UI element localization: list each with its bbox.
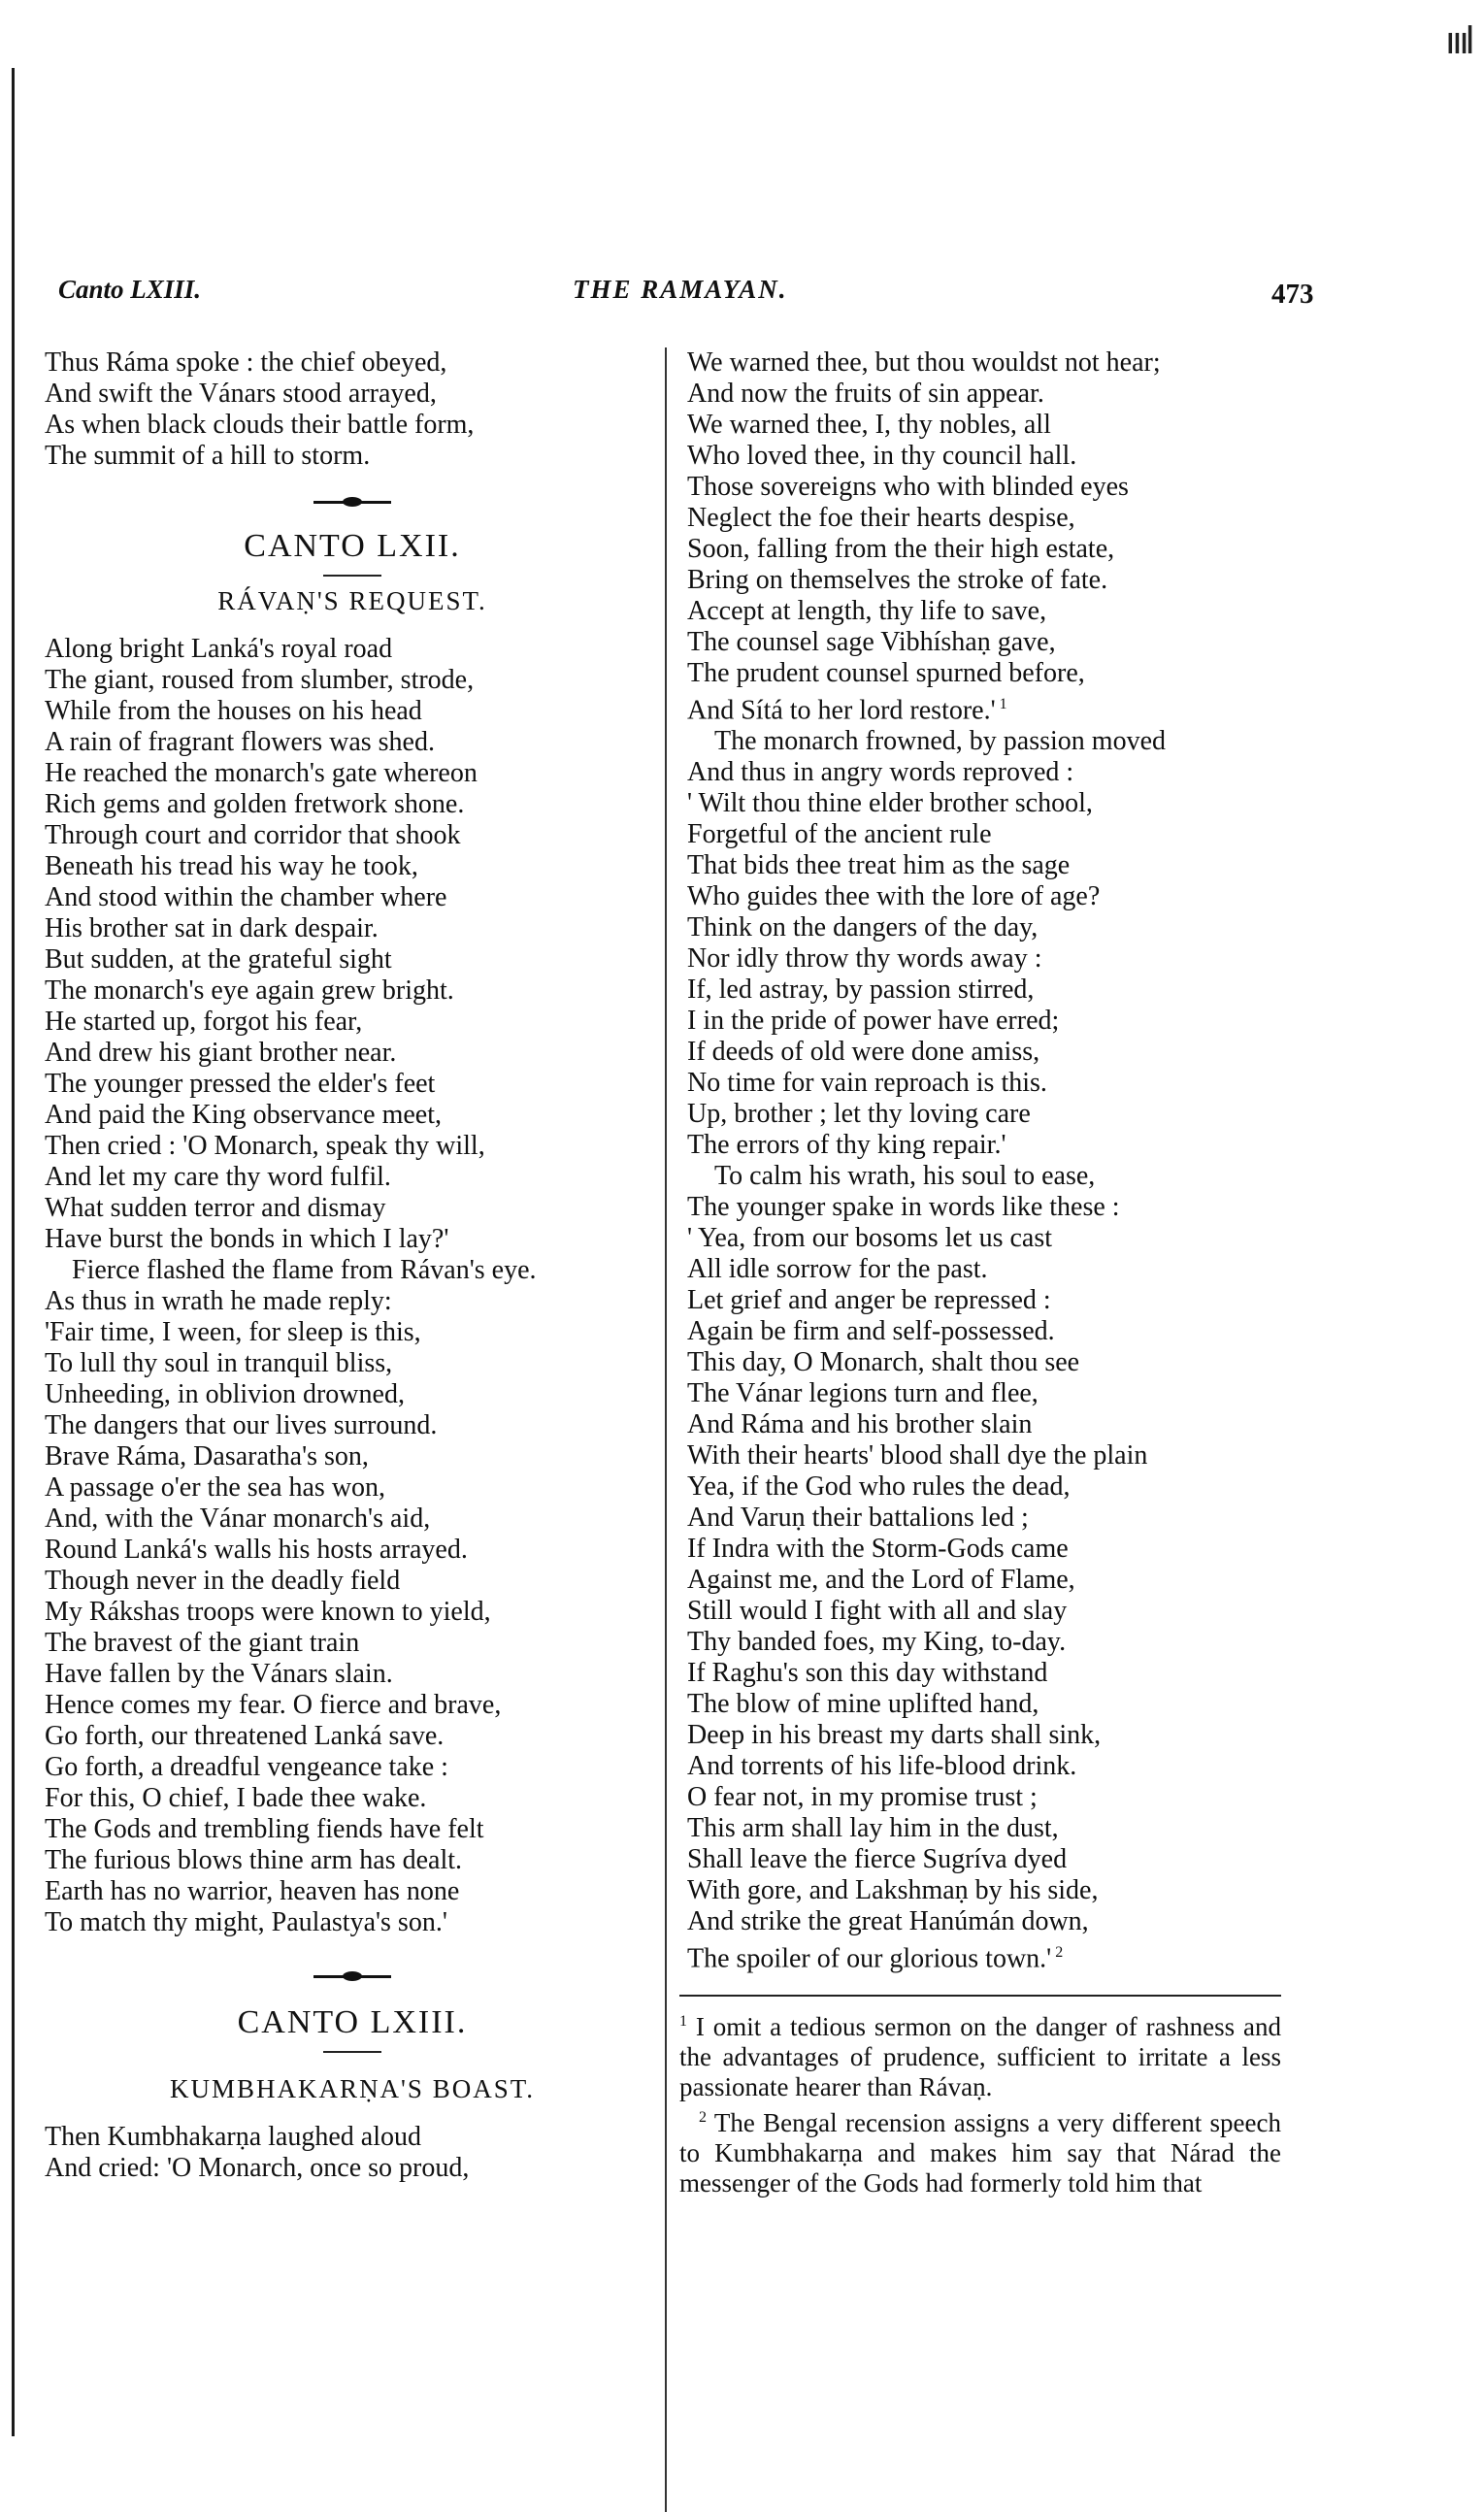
verse-line: Hence comes my fear. O fierce and brave, <box>45 1690 502 1720</box>
header-canto: Canto LXIII. <box>58 275 202 304</box>
footnote-1-mark: 1 <box>679 2012 687 2030</box>
verse-line: And Ráma and his brother slain <box>687 1409 1033 1440</box>
verse-line: Who guides thee with the lore of age? <box>687 881 1101 912</box>
verse-line: Deep in his breast my darts shall sink, <box>687 1720 1102 1751</box>
footnote-1 <box>679 2006 1281 2102</box>
verse-line: To match thy might, Paulastya's son.' <box>45 1907 447 1937</box>
section-ornament <box>37 493 668 512</box>
verse-line: What sudden terror and dismay <box>45 1193 386 1223</box>
verse-line: Then Kumbhakarṇa laughed aloud <box>45 2122 421 2152</box>
verse-line: The younger pressed the elder's feet <box>45 1069 436 1099</box>
verse-line: As thus in wrath he made reply: <box>45 1286 392 1316</box>
verse-line: And Sítá to her lord restore.' $^1$ <box>687 695 1007 726</box>
title-rule <box>323 575 381 577</box>
verse-line: 'Fair time, I ween, for sleep is this, <box>45 1317 421 1347</box>
verse-line: Beneath his tread his way he took, <box>45 851 418 881</box>
verse-line: And drew his giant brother near. <box>45 1038 397 1068</box>
verse-line: Who loved thee, in thy council hall. <box>687 441 1077 471</box>
canto-63-verse <box>37 2122 668 2184</box>
verse-line: Along bright Lanká's royal road <box>45 634 393 664</box>
verse-line: Have fallen by the Vánars slain. <box>45 1659 393 1689</box>
verse-line: Soon, falling from the their high estate, <box>687 534 1115 564</box>
verse-line: Go forth, our threatened Lanká save. <box>45 1721 445 1751</box>
canto-62-title: CANTO LXII. <box>244 528 461 564</box>
verse-line: Fierce flashed the flame from Rávan's eye. <box>72 1255 537 1285</box>
verse-line: The bravest of the giant train <box>45 1628 360 1658</box>
verse-line: And Varuṇ their battalions led ; <box>687 1503 1029 1534</box>
verse-line: The monarch frowned, by passion moved <box>714 726 1166 757</box>
verse-line: Unheeding, in oblivion drowned, <box>45 1379 405 1409</box>
verse-line: We warned thee, I, thy nobles, all <box>687 410 1051 440</box>
verse-line: Shall leave the fierce Sugríva dyed <box>687 1844 1068 1875</box>
verse-line: And let my care thy word fulfil. <box>45 1162 391 1192</box>
running-header <box>58 275 1339 323</box>
verse-line: O fear not, in my promise trust ; <box>687 1782 1038 1813</box>
footnote-rule <box>679 1995 1281 1997</box>
verse-line: If Indra with the Storm-Gods came <box>687 1534 1069 1565</box>
verse-line: And now the fruits of sin appear. <box>687 379 1044 409</box>
header-book-title: THE RAMAYAN. <box>573 275 788 304</box>
verse-line: The errors of thy king repair.' <box>687 1130 1006 1161</box>
canto-63-subtitle: KUMBHAKARṆA'S BOAST. <box>170 2074 535 2103</box>
verse-line: But sudden, at the grateful sight <box>45 944 392 975</box>
verse-line: My Rákshas troops were known to yield, <box>45 1597 491 1627</box>
verse-line: Up, brother ; let thy loving care <box>687 1099 1031 1130</box>
title-rule <box>323 2051 381 2053</box>
verse-line: For this, O chief, I bade thee wake. <box>45 1783 427 1813</box>
footnote-1-text: I omit a tedious sermon on the danger of rashness and the advantages of prudence, sufficient to irritate a less passionate hearer than Rávaṇ. <box>679 2011 1282 2101</box>
verse-line: As when black clouds their battle form, <box>45 410 475 440</box>
verse-line: Against me, and the Lord of Flame, <box>687 1565 1075 1596</box>
verse-line: And torrents of his life-blood drink. <box>687 1751 1077 1782</box>
verse-line: No time for vain reproach is this. <box>687 1068 1047 1099</box>
verse-line: Yea, if the God who rules the dead, <box>687 1471 1071 1503</box>
verse-line: Brave Ráma, Dasaratha's son, <box>45 1441 369 1471</box>
verse-line: While from the houses on his head <box>45 696 422 726</box>
verse-line: The giant, roused from slumber, strode, <box>45 665 475 695</box>
verse-line: The spoiler of our glorious town.' $^2$ <box>687 1943 1064 1974</box>
verse-line: And stood within the chamber where <box>45 882 447 912</box>
right-column <box>679 347 1301 2198</box>
verse-line: The furious blows thine arm has dealt. <box>45 1845 463 1875</box>
footnote-ref-2: 2 <box>1051 1944 1064 1962</box>
verse-line: The dangers that our lives surround. <box>45 1410 438 1440</box>
verse-line: I in the pride of power have erred; <box>687 1006 1060 1037</box>
verse-line: And swift the Vánars stood arrayed, <box>45 379 437 409</box>
canto-62-verse <box>37 634 668 1938</box>
right-verse <box>679 347 1301 1975</box>
verse-line: With gore, and Lakshmaṇ by his side, <box>687 1875 1099 1906</box>
verse-line: The Vánar legions turn and flee, <box>687 1378 1039 1409</box>
footnote-2-text: The Bengal recension assigns a very different speech to Kumbhakarṇa and makes him say that Nárad the messenger of the Gods had formerly told him that <box>679 2107 1281 2198</box>
verse-line: And strike the great Hanúmán down, <box>687 1906 1089 1937</box>
verse-line: Earth has no warrior, heaven has none <box>45 1876 460 1906</box>
verse-line: Neglect the foe their hearts despise, <box>687 503 1075 533</box>
verse-line: He reached the monarch's gate whereon <box>45 758 478 788</box>
verse-line: Accept at length, thy life to save, <box>687 596 1047 626</box>
verse-line: Then cried : 'O Monarch, speak thy will, <box>45 1131 485 1161</box>
verse-line: If, led astray, by passion stirred, <box>687 975 1035 1006</box>
verse-line: Go forth, a dreadful vengeance take : <box>45 1752 448 1782</box>
footnote-ref-1: 1 <box>995 696 1007 712</box>
verse-line: The monarch's eye again grew bright. <box>45 975 454 1006</box>
verse-line: And cried: 'O Monarch, once so proud, <box>45 2153 470 2183</box>
verse-line: A passage o'er the sea has won, <box>45 1472 386 1503</box>
scan-corner-mark: ıııl <box>1444 19 1470 62</box>
verse-line: He started up, forgot his fear, <box>45 1007 363 1037</box>
verse-line: Still would I fight with all and slay <box>687 1596 1068 1627</box>
verse-line: Have burst the bonds in which I lay?' <box>45 1224 449 1254</box>
section-ornament <box>37 1967 668 1987</box>
verse-line: Bring on themselves the stroke of fate. <box>687 565 1108 595</box>
footnote-2-mark: 2 <box>699 2108 707 2126</box>
verse-line: And thus in angry words reproved : <box>687 757 1074 788</box>
verse-line: A rain of fragrant flowers was shed. <box>45 727 435 757</box>
verse-line: With their hearts' blood shall dye the plain <box>687 1440 1148 1471</box>
canto-63-title: CANTO LXIII. <box>237 2004 468 2040</box>
verse-line: Let grief and anger be repressed : <box>687 1285 1051 1316</box>
footnote-2 <box>679 2102 1281 2198</box>
verse-line: Those sovereigns who with blinded eyes <box>687 472 1129 502</box>
verse-line: This day, O Monarch, shalt thou see <box>687 1347 1080 1378</box>
verse-line: Thus Ráma spoke : the chief obeyed, <box>45 347 447 378</box>
verse-line: The prudent counsel spurned before, <box>687 658 1085 688</box>
verse-line: Round Lanká's walls his hosts arrayed. <box>45 1535 468 1565</box>
verse-line: To lull thy soul in tranquil bliss, <box>45 1348 393 1378</box>
verse-line: The summit of a hill to storm. <box>45 441 371 471</box>
verse-line: The younger spake in words like these : <box>687 1192 1120 1223</box>
verse-line: Rich gems and golden fretwork shone. <box>45 789 465 819</box>
verse-line: Forgetful of the ancient rule <box>687 819 992 850</box>
verse-line: ' Yea, from our bosoms let us cast <box>687 1223 1053 1254</box>
verse-line: Again be firm and self-possessed. <box>687 1316 1055 1347</box>
page-number: 473 <box>1271 279 1314 310</box>
canto-62-subtitle: RÁVAṆ'S REQUEST. <box>217 586 487 615</box>
verse-line: All idle sorrow for the past. <box>687 1254 988 1285</box>
verse-line: Nor idly throw thy words away : <box>687 943 1042 975</box>
footnotes <box>679 2006 1281 2198</box>
opening-verse <box>37 347 668 472</box>
verse-line: We warned thee, but thou wouldst not hear; <box>687 347 1161 378</box>
verse-line: And paid the King observance meet, <box>45 1100 442 1130</box>
left-column <box>37 347 668 2184</box>
verse-line: The Gods and trembling fiends have felt <box>45 1814 484 1844</box>
verse-line: Though never in the deadly field <box>45 1566 401 1596</box>
verse-line: And, with the Vánar monarch's aid, <box>45 1504 431 1534</box>
verse-line: Through court and corridor that shook <box>45 820 461 850</box>
verse-line: The blow of mine uplifted hand, <box>687 1689 1039 1720</box>
verse-line: Think on the dangers of the day, <box>687 912 1039 943</box>
page-edge-line <box>12 68 15 2436</box>
verse-line: To calm his wrath, his soul to ease, <box>714 1161 1096 1192</box>
verse-line: ' Wilt thou thine elder brother school, <box>687 788 1093 819</box>
verse-line: His brother sat in dark despair. <box>45 913 379 943</box>
verse-line: Thy banded foes, my King, to-day. <box>687 1627 1067 1658</box>
verse-line: The counsel sage Vibhíshaṇ gave, <box>687 627 1056 657</box>
verse-line: That bids thee treat him as the sage <box>687 850 1071 881</box>
verse-line: If deeds of old were done amiss, <box>687 1037 1040 1068</box>
verse-line: This arm shall lay him in the dust, <box>687 1813 1059 1844</box>
verse-line: If Raghu's son this day withstand <box>687 1658 1048 1689</box>
